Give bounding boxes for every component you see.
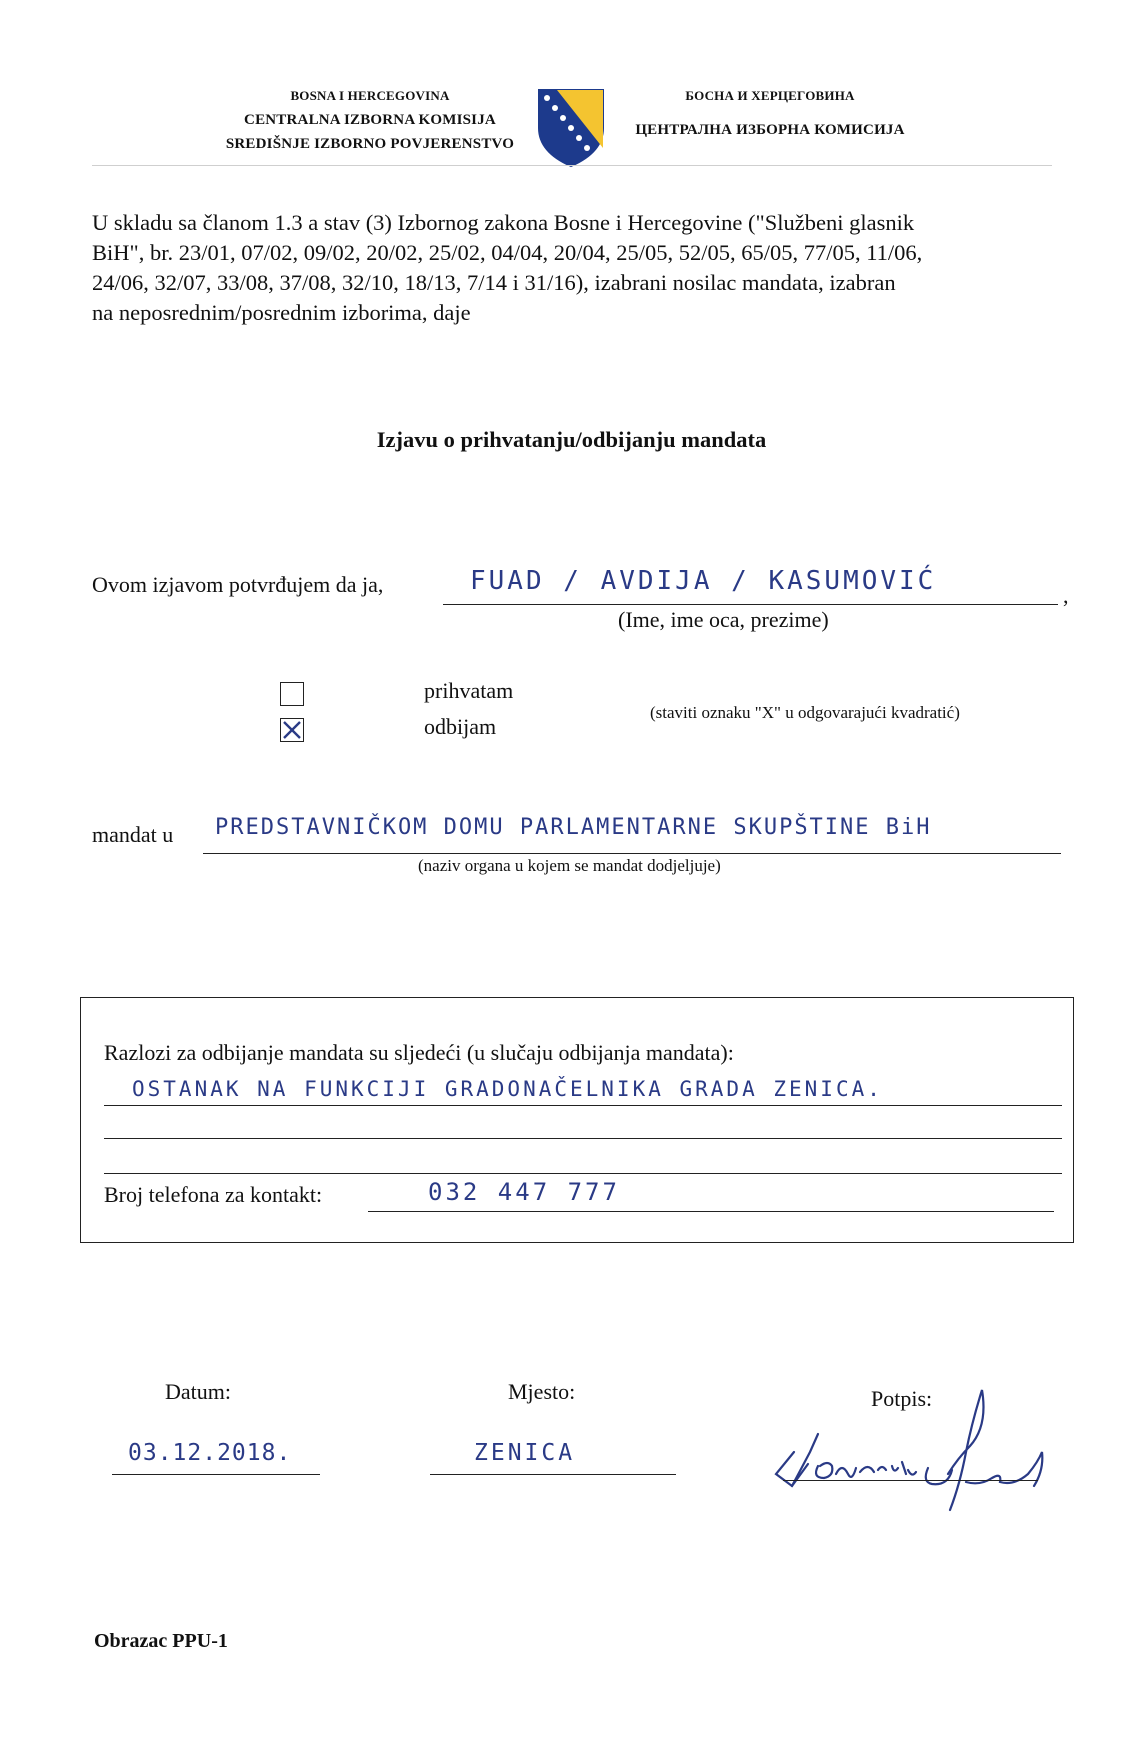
- header-divider: [92, 165, 1052, 166]
- reason-line-2: [104, 1138, 1062, 1139]
- intro-line-1: U skladu sa članom 1.3 a stav (3) Izbornog zakona Bosne i Hercegovine ("Službeni glasnik: [92, 210, 915, 235]
- handwritten-mandate-body: PREDSTAVNIČKOM DOMU PARLAMENTARNE SKUPŠTINE BiH: [215, 815, 932, 840]
- reason-line-3: [104, 1173, 1062, 1174]
- phone-label: Broj telefona za kontakt:: [104, 1182, 323, 1207]
- handwritten-phone: 032 447 777: [428, 1178, 620, 1206]
- handwritten-place: ZENICA: [474, 1440, 576, 1466]
- signature-label: Potpis:: [871, 1386, 933, 1411]
- date-line: [112, 1474, 320, 1475]
- handwritten-date: 03.12.2018.: [128, 1440, 292, 1466]
- accept-label: prihvatam: [424, 678, 514, 703]
- place-line: [430, 1474, 676, 1475]
- name-caption: (Ime, ime oca, prezime): [618, 607, 829, 632]
- intro-line-4: na neposrednim/posrednim izborima, daje: [92, 300, 471, 325]
- handwritten-name: FUAD / AVDIJA / KASUMOVIĆ: [470, 566, 937, 596]
- header-left-line1: BOSNA I HERCEGOVINA: [290, 88, 450, 103]
- signature-line: [783, 1480, 1038, 1481]
- header-left-line2: CENTRALNA IZBORNA KOMISIJA: [244, 112, 496, 128]
- reject-label: odbijam: [424, 714, 497, 739]
- accept-checkbox[interactable]: [280, 682, 304, 706]
- reject-x-mark-icon: [281, 719, 303, 741]
- handwritten-signature: [752, 1382, 1062, 1532]
- form-title: Izjavu o prihvatanju/odbijanju mandata: [376, 427, 767, 452]
- reason-line-1: [104, 1105, 1062, 1106]
- options-instruction: (staviti oznaku "X" u odgovarajući kvadratić): [650, 703, 960, 722]
- mandate-line: [203, 853, 1061, 854]
- intro-line-3: 24/06, 32/07, 33/08, 37/08, 32/10, 18/13, 7/14 i 31/16), izabrani nosilac mandata, izabran: [92, 270, 896, 295]
- header-right-line2: ЦЕНТРАЛНА ИЗБОРНА КОМИСИЈА: [635, 122, 905, 138]
- handwritten-reason: OSTANAK NA FUNKCIJI GRADONAČELNIKA GRADA ZENICA.: [132, 1077, 883, 1101]
- mandate-caption: (naziv organa u kojem se mandat dodjeljuje): [418, 856, 721, 875]
- intro-paragraph: [92, 208, 1072, 328]
- phone-line: [368, 1211, 1054, 1212]
- reject-checkbox[interactable]: [280, 718, 304, 742]
- place-label: Mjesto:: [508, 1379, 576, 1404]
- intro-line-2: BiH", br. 23/01, 07/02, 09/02, 20/02, 25/02, 04/04, 20/04, 25/05, 52/05, 65/05, 77/05, 11/06,: [92, 240, 923, 265]
- reasons-label: Razlozi za odbijanje mandata su sljedeći (u slučaju odbijanja mandata):: [104, 1040, 734, 1065]
- form-code: Obrazac PPU-1: [94, 1630, 228, 1652]
- header-right: [590, 84, 950, 142]
- name-line-comma: ,: [1063, 583, 1069, 608]
- header-right-line1: БОСНА И ХЕРЦЕГОВИНА: [685, 88, 855, 103]
- declaration-label: Ovom izjavom potvrđujem da ja,: [92, 572, 384, 597]
- header-left-line3: SREDIŠNJE IZBORNO POVJERENSTVO: [225, 136, 515, 152]
- header-left: [190, 84, 550, 156]
- name-line: [443, 604, 1058, 605]
- mandate-label: mandat u: [92, 822, 174, 847]
- date-label: Datum:: [165, 1379, 231, 1404]
